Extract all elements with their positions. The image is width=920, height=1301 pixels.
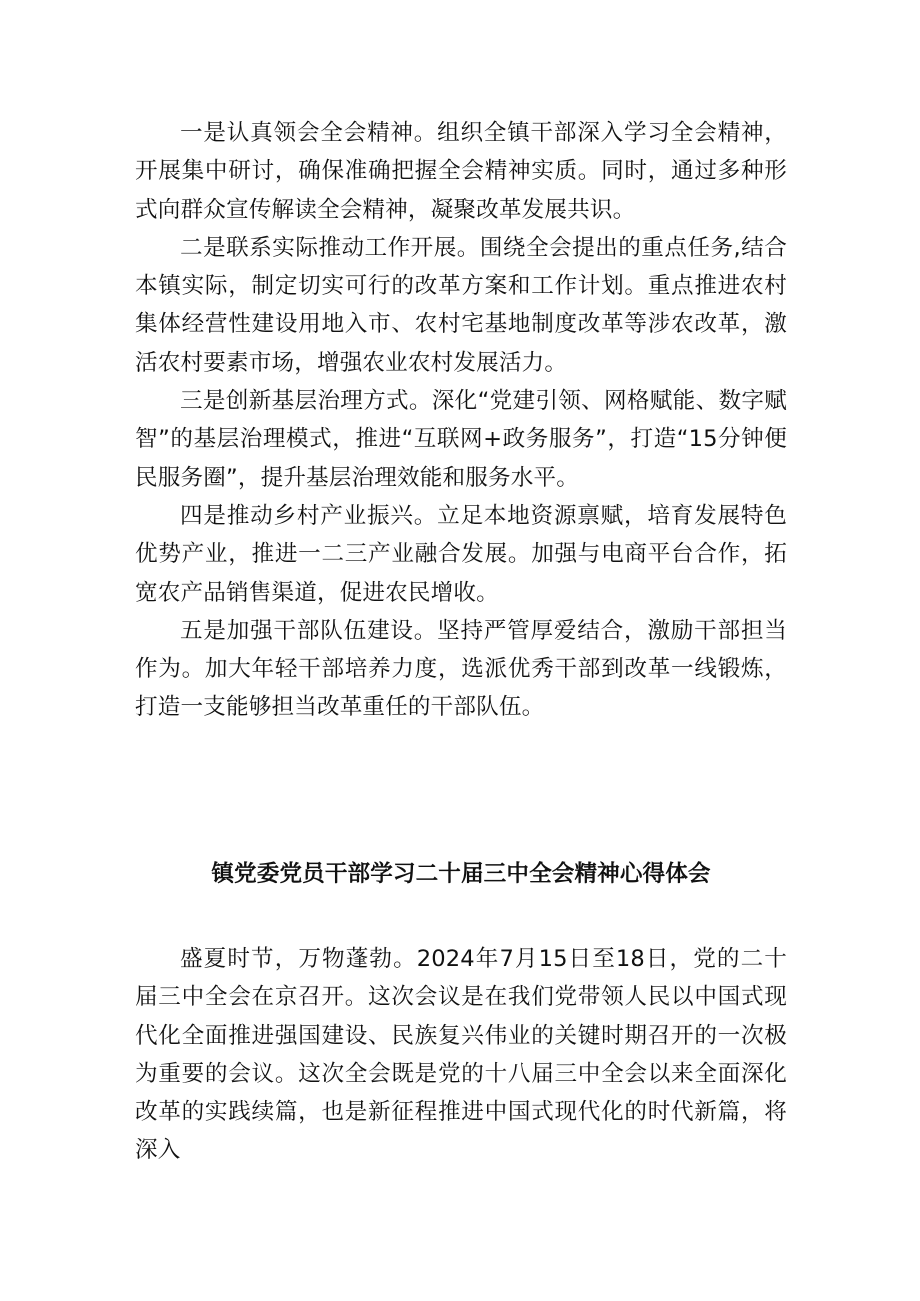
paragraph-rural-industry: 四是推动乡村产业振兴。立足本地资源禀赋，培育发展特色优势产业，推进一二三产业融合发展。加强与电商平台合作，拓宽农产品销售渠道，促进农民增收。 [135,502,787,606]
section-title: 镇党委党员干部学习二十届三中全会精神心得体会 [211,861,711,887]
paragraph-cadre-team: 五是加强干部队伍建设。坚持严管厚爱结合，激励干部担当作为。加大年轻干部培养力度，选派优秀干部到改革一线锻炼，打造一支能够担当改革重任的干部队伍。 [135,617,787,721]
work-measures-section [135,114,787,727]
paragraph-study-spirit: 一是认真领会全会精神。组织全镇干部深入学习全会精神，开展集中研讨，确保准确把握全会精神实质。同时，通过多种形式向群众宣传解读全会精神，凝聚改革发展共识。 [135,120,787,223]
paragraph-practical-work: 二是联系实际推动工作开展。围绕全会提出的重点任务,结合本镇实际，制定切实可行的改革方案和工作计划。重点推进农村集体经营性建设用地入市、农村宅基地制度改革等涉农改革，激活农村要素市场，增强农业农村发展活力。 [135,234,787,376]
paragraph-grassroots-governance: 三是创新基层治理方式。深化“党建引领、网格赋能、数字赋智”的基层治理模式，推进“互联网+政务服务”，打造“15分钟便民服务圈”，提升基层治理效能和服务水平。 [135,388,787,491]
reflection-section [135,940,787,1170]
paragraph-intro: 盛夏时节，万物蓬勃。2024年7月15日至18日，党的二十届三中全会在京召开。这次会议是在我们党带领人民以中国式现代化全面推进强国建设、民族复兴伟业的关键时期召开的一次极为重要的会议。这次全会既是党的十八届三中全会以来全面深化改革的实践续篇，也是新征程推进中国式现代化的时代新篇，将深入 [135,946,787,1164]
